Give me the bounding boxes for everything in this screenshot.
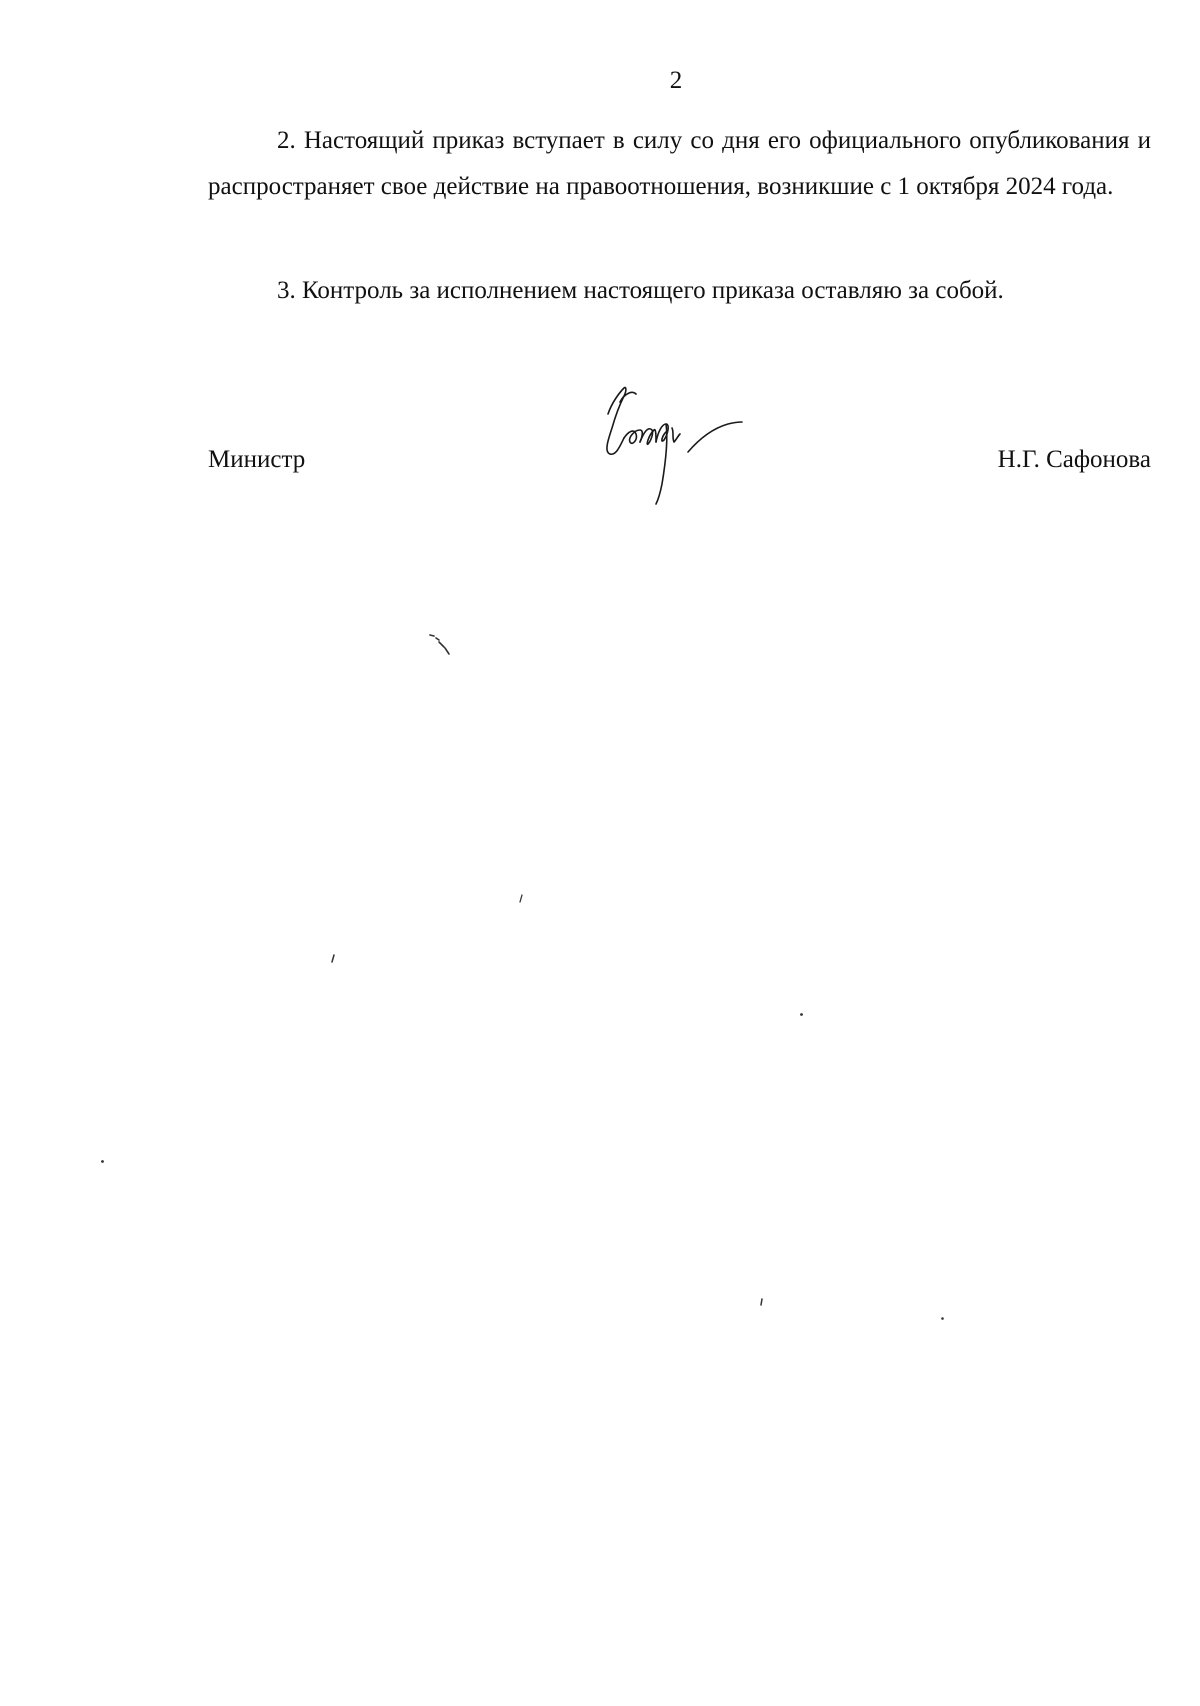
handwritten-signature: [590, 380, 760, 510]
scan-speck: [759, 1298, 764, 1307]
scan-speck: [940, 1316, 945, 1321]
paragraph-control: 3. Контроль за исполнением настоящего приказа оставляю за собой.: [277, 277, 1004, 304]
page-number: 2: [669, 67, 683, 94]
scan-speck: [518, 894, 524, 904]
signatory-title: Министр: [208, 446, 306, 473]
scan-speck: [100, 1159, 105, 1164]
scan-speck: [428, 632, 456, 658]
signatory-name: Н.Г. Сафонова: [997, 446, 1151, 473]
scan-speck: [330, 954, 336, 964]
paragraph-effective-date: 2. Настоящий приказ вступает в силу со дня его официального опубликования и распространяет свое действие на правоотношения, возникшие с 1 октября 2024 года.: [208, 127, 1151, 200]
scan-speck: [799, 1012, 804, 1017]
